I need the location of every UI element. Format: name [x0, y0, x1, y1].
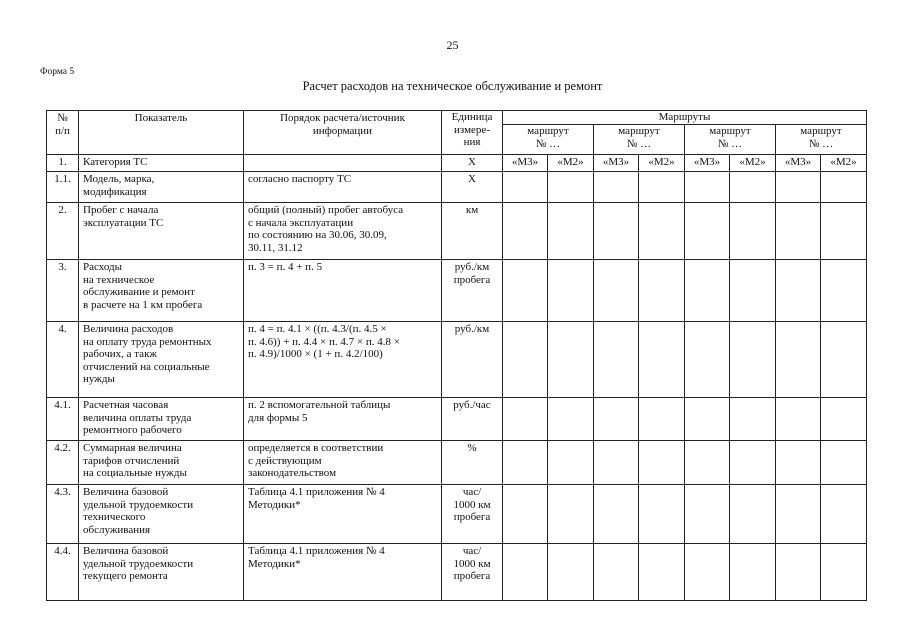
header-route-2: маршрут № … [594, 125, 685, 155]
row-procedure: определяется в соответствии с действующим законодательством [244, 441, 442, 485]
table-row [47, 322, 867, 398]
route-value-cell [639, 260, 685, 322]
route-value-cell [503, 203, 548, 260]
row-indicator: Пробег с начала эксплуатации ТС [79, 203, 244, 260]
route-value-cell [685, 398, 730, 441]
route-value-cell [639, 203, 685, 260]
route-value-cell [594, 398, 639, 441]
route-value-cell [639, 485, 685, 544]
route-column-m3: «М3» [594, 155, 639, 172]
route-value-cell [685, 172, 730, 203]
row-procedure: Таблица 4.1 приложения № 4 Методики* [244, 544, 442, 601]
row-unit: час/ 1000 км пробега [442, 544, 503, 601]
route-value-cell [776, 260, 821, 322]
route-value-cell [594, 485, 639, 544]
page-number: 25 [446, 38, 459, 52]
route-value-cell [821, 398, 867, 441]
route-column-m3: «М3» [776, 155, 821, 172]
route-value-cell [503, 441, 548, 485]
row-procedure: п. 3 = п. 4 + п. 5 [244, 260, 442, 322]
route-value-cell [730, 260, 776, 322]
route-value-cell [594, 544, 639, 601]
route-value-cell [685, 322, 730, 398]
route-value-cell [730, 544, 776, 601]
row-unit: руб./км пробега [442, 260, 503, 322]
route-value-cell [821, 544, 867, 601]
route-value-cell [594, 441, 639, 485]
route-value-cell [685, 260, 730, 322]
route-value-cell [776, 485, 821, 544]
row-procedure: общий (полный) пробег автобуса с начала эксплуатации по состоянию на 30.06, 30.09, 30.11, 31.12 [244, 203, 442, 260]
table-row [47, 544, 867, 601]
route-value-cell [503, 398, 548, 441]
table-row [47, 441, 867, 485]
document-title: Расчет расходов на техническое обслуживание и ремонт [302, 79, 603, 93]
route-value-cell [548, 260, 594, 322]
row-procedure: п. 4 = п. 4.1 × ((п. 4.3/(п. 4.5 × п. 4.6)) + п. 4.4 × п. 4.7 × п. 4.8 × п. 4.9)/1000 × (1 + п. 4.2/100) [244, 322, 442, 398]
table-row [47, 155, 867, 172]
calculation-table-body [47, 155, 867, 601]
route-value-cell [548, 322, 594, 398]
route-column-m3: «М3» [503, 155, 548, 172]
route-value-cell [776, 398, 821, 441]
header-routes: Маршруты [503, 111, 867, 125]
row-indicator: Величина базовой удельной трудоемкости текущего ремонта [79, 544, 244, 601]
header-unit: Единица измере- ния [442, 111, 503, 155]
row-number: 2. [47, 203, 79, 260]
route-value-cell [548, 203, 594, 260]
header-procedure: Порядок расчета/источник информации [244, 111, 442, 155]
header-route-1: маршрут № … [503, 125, 594, 155]
row-unit: час/ 1000 км пробега [442, 485, 503, 544]
route-value-cell [594, 260, 639, 322]
header-indicator: Показатель [79, 111, 244, 155]
route-value-cell [776, 322, 821, 398]
route-value-cell [548, 172, 594, 203]
header-num: № п/п [47, 111, 79, 155]
table-row [47, 260, 867, 322]
route-value-cell [548, 544, 594, 601]
row-number: 1.1. [47, 172, 79, 203]
route-value-cell [821, 441, 867, 485]
row-unit: X [442, 172, 503, 203]
route-value-cell [821, 260, 867, 322]
route-value-cell [776, 172, 821, 203]
route-value-cell [685, 203, 730, 260]
route-column-m2: «М2» [730, 155, 776, 172]
table-row [47, 203, 867, 260]
route-value-cell [594, 172, 639, 203]
row-unit: X [442, 155, 503, 172]
route-value-cell [639, 544, 685, 601]
route-value-cell [594, 203, 639, 260]
route-value-cell [503, 322, 548, 398]
row-indicator: Величина базовой удельной трудоемкости технического обслуживания [79, 485, 244, 544]
row-procedure [244, 155, 442, 172]
row-procedure: Таблица 4.1 приложения № 4 Методики* [244, 485, 442, 544]
row-unit: руб./км [442, 322, 503, 398]
header-route-4: маршрут № … [776, 125, 867, 155]
route-value-cell [685, 544, 730, 601]
route-value-cell [548, 485, 594, 544]
form-label: Форма 5 [40, 67, 75, 77]
route-column-m2: «М2» [548, 155, 594, 172]
route-value-cell [503, 544, 548, 601]
table-row [47, 485, 867, 544]
row-procedure: согласно паспорту ТС [244, 172, 442, 203]
header-row-1 [47, 111, 867, 125]
table-row [47, 398, 867, 441]
route-value-cell [503, 172, 548, 203]
route-value-cell [821, 172, 867, 203]
row-number: 4.2. [47, 441, 79, 485]
row-number: 4.4. [47, 544, 79, 601]
route-value-cell [730, 172, 776, 203]
route-value-cell [821, 485, 867, 544]
route-value-cell [776, 544, 821, 601]
route-value-cell [639, 398, 685, 441]
route-value-cell [821, 322, 867, 398]
row-indicator: Величина расходов на оплату труда ремонтных рабочих, а такж отчислений на социальные нужды [79, 322, 244, 398]
route-value-cell [685, 485, 730, 544]
row-unit: % [442, 441, 503, 485]
table-row [47, 172, 867, 203]
route-value-cell [503, 260, 548, 322]
route-value-cell [730, 398, 776, 441]
route-value-cell [548, 398, 594, 441]
route-value-cell [594, 322, 639, 398]
route-value-cell [730, 441, 776, 485]
header-route-3: маршрут № … [685, 125, 776, 155]
row-number: 1. [47, 155, 79, 172]
row-number: 4.3. [47, 485, 79, 544]
route-value-cell [639, 172, 685, 203]
route-value-cell [776, 441, 821, 485]
row-indicator: Категория ТС [79, 155, 244, 172]
route-value-cell [639, 441, 685, 485]
route-value-cell [685, 441, 730, 485]
route-value-cell [548, 441, 594, 485]
route-value-cell [776, 203, 821, 260]
route-value-cell [639, 322, 685, 398]
row-number: 4. [47, 322, 79, 398]
route-value-cell [730, 485, 776, 544]
row-unit: км [442, 203, 503, 260]
route-value-cell [821, 203, 867, 260]
route-value-cell [730, 203, 776, 260]
row-number: 3. [47, 260, 79, 322]
row-number: 4.1. [47, 398, 79, 441]
route-value-cell [730, 322, 776, 398]
row-indicator: Расчетная часовая величина оплаты труда ремонтного рабочего [79, 398, 244, 441]
route-column-m2: «М2» [639, 155, 685, 172]
route-value-cell [503, 485, 548, 544]
route-column-m3: «М3» [685, 155, 730, 172]
row-unit: руб./час [442, 398, 503, 441]
row-indicator: Суммарная величина тарифов отчислений на социальные нужды [79, 441, 244, 485]
route-column-m2: «М2» [821, 155, 867, 172]
row-indicator: Расходы на техническое обслуживание и ремонт в расчете на 1 км пробега [79, 260, 244, 322]
row-indicator: Модель, марка, модификация [79, 172, 244, 203]
row-procedure: п. 2 вспомогательной таблицы для формы 5 [244, 398, 442, 441]
calculation-table [46, 110, 867, 601]
